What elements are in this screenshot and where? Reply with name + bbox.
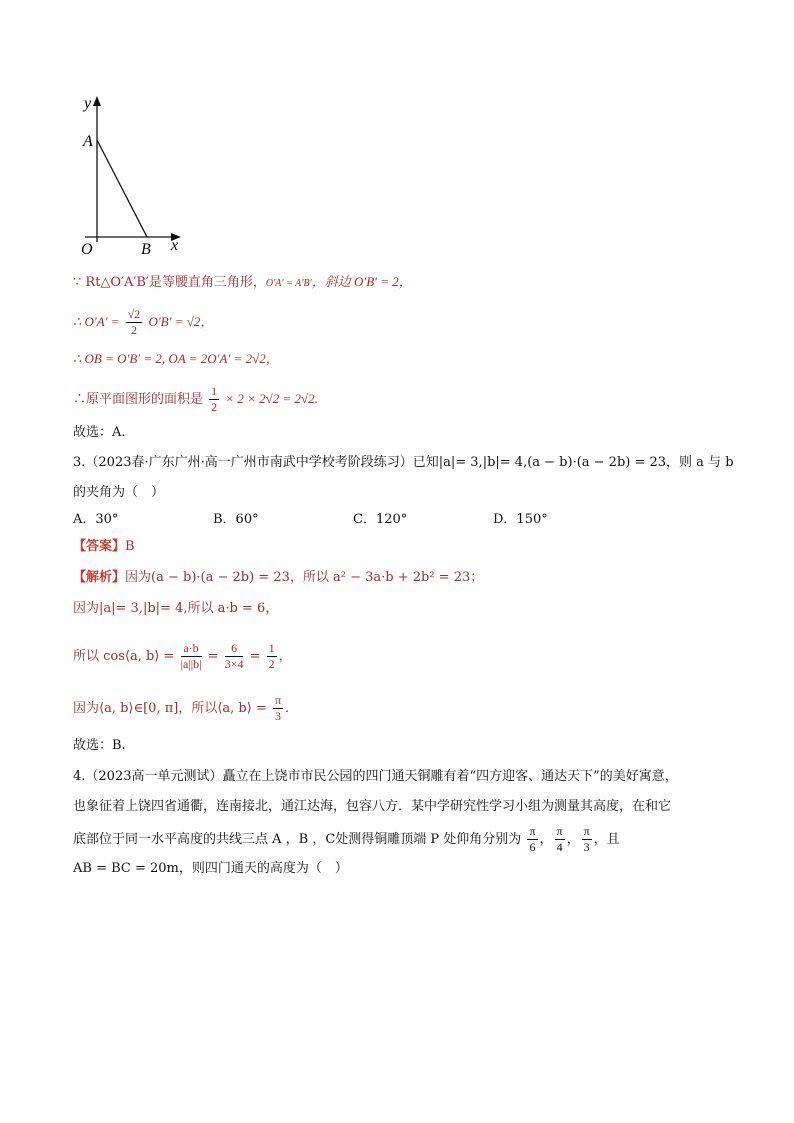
option-d: D．150° [493, 512, 548, 527]
answer-line [73, 538, 135, 556]
answer-value: B [125, 539, 135, 554]
segment-ab [97, 140, 147, 237]
fraction-one-half-cos: $\frac{1}{2}$ [268, 641, 275, 671]
analysis-line-2: 因为|a|= 3,|b|= 4,所以 a·b = 6， [73, 601, 279, 616]
question-4-line-4: AB = BC = 20m，则四门通天的高度为（ ） [73, 861, 348, 876]
analysis-line-3: 所以 cos⟨a, b⟩ = $\frac{a\cdot b}{|a||b|}$ = $\frac{6}{3\times 4}$ = $\frac{1}{2}$ ， [73, 641, 292, 671]
question-4-line-2: 也象征着上饶四省通衢，连南接北，通江达海，包容八方．某中学研究性学习小组为测量其高度，在和它 [73, 799, 672, 814]
solution-line-4: ∴原平面图形的面积是 $\frac{1}{2}$ × 2 × 2√2 = 2√2. [73, 384, 318, 414]
solution-answer: 故选：A. [73, 425, 126, 440]
y-axis-arrow-icon [93, 96, 101, 106]
analysis-tag: 【解析】 [73, 570, 126, 585]
question-3-final: 故选：B. [73, 738, 126, 753]
analysis-line-4: 因为⟨a, b⟩∈[0, π]，所以⟨a, b⟩ = $\frac{\pi}{3}$ . [73, 693, 290, 723]
triangle-figure [75, 92, 195, 262]
fraction-pi-over-4: $\frac{\pi}{4}$ [556, 824, 563, 854]
fraction-one-half: $\frac{1}{2}$ [211, 384, 218, 414]
fraction-sqrt2-over-2: $\frac{√2}{2}$ [127, 307, 141, 337]
label-a: A [83, 133, 93, 150]
label-y: y [84, 95, 92, 112]
fraction-dot-over-norms: $\frac{a\cdot b}{|a||b|}$ [180, 641, 202, 671]
fraction-pi-over-3-q4: $\frac{\pi}{3}$ [583, 824, 590, 854]
solution-line-2: ∴ O′A′ = $\frac{√2}{2}$ O′B′ = √2， [73, 307, 214, 337]
fraction-pi-over-6: $\frac{\pi}{6}$ [529, 824, 536, 854]
fraction-6-over-12: $\frac{6}{3\times 4}$ [224, 641, 244, 671]
option-a: A．30° [73, 512, 119, 527]
label-o: O [81, 241, 93, 258]
question-3-options [73, 511, 633, 529]
option-c: C．120° [353, 512, 408, 527]
label-b: B [141, 241, 151, 258]
answer-tag: 【答案】 [73, 539, 126, 554]
solution-line-1: ∵ Rt△O′A′B′是等腰直角三角形，O′A′ = A′B′，斜边 O′B′ = 2， [73, 274, 412, 290]
option-b: B．60° [213, 512, 259, 527]
label-x: x [171, 237, 179, 254]
question-4-line-3: 底部位于同一水平高度的共线三点 A ，B ，C处测得铜雕顶端 P 处仰角分别为 $\frac{\pi}{6}$ ， $\frac{\pi}{4}$ ， $\frac{\pi}{3}$ ，且 [73, 824, 620, 854]
question-4-line-1: 4.（2023高一单元测试）矗立在上饶市市民公园的四门通天铜雕有着“四方迎客、通达天下”的美好寓意， [73, 769, 678, 784]
analysis-line-1: 【解析】因为(a − b)·(a − 2b) = 23，所以 a² − 3a·b + 2b² = 23； [73, 570, 484, 585]
question-3-stem: 3.（2023春·广东广州·高一广州市南武中学校考阶段练习）已知|a|= 3,|b|= 4,(a − b)·(a − 2b) = 23，则 a 与 b [73, 455, 734, 470]
fraction-pi-over-3: $\frac{\pi}{3}$ [274, 693, 282, 723]
solution-line-3: ∴ OB = O′B′ = 2, OA = 2O′A′ = 2√2， [73, 351, 279, 366]
question-3-stem-cont: 的夹角为（ ） [73, 485, 165, 500]
